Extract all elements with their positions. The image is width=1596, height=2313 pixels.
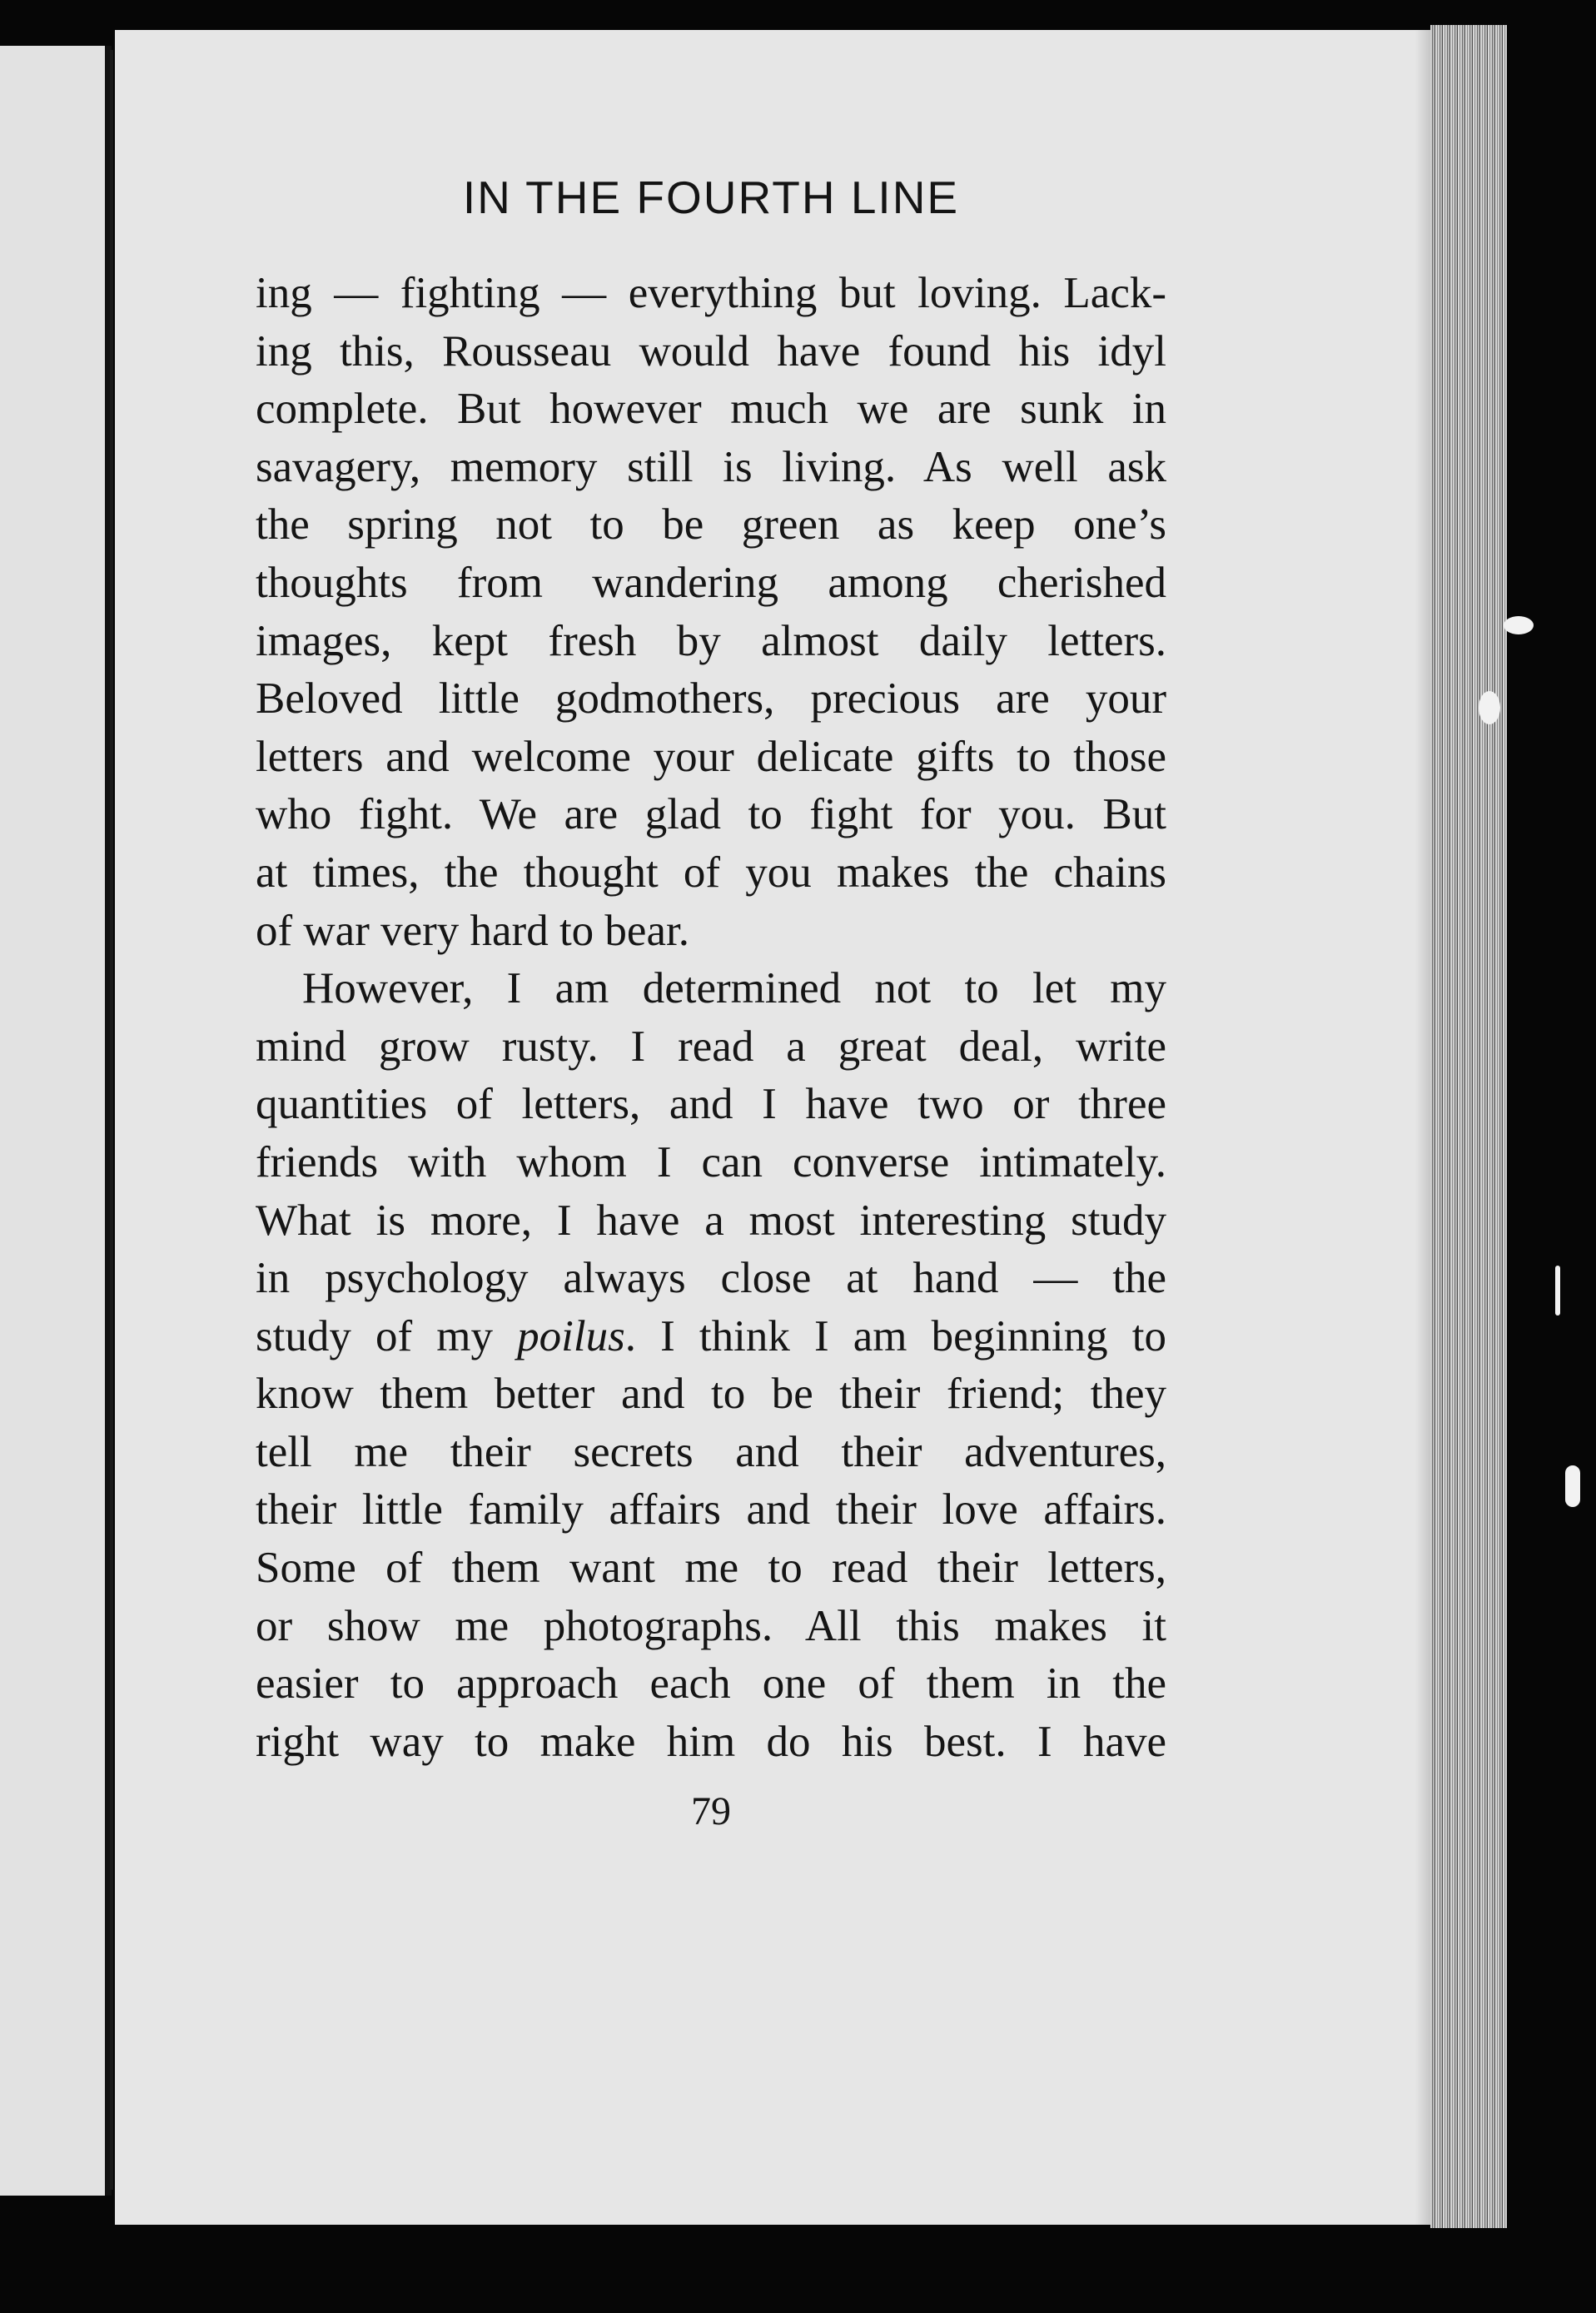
scan-speck bbox=[1555, 1266, 1560, 1316]
page-number: 79 bbox=[691, 1789, 731, 1833]
text-line: the spring not to be green as keep one’s bbox=[256, 500, 1166, 550]
text-line: or show me photographs. All this makes it bbox=[256, 1601, 1166, 1650]
text-line: letters and welcome your delicate gifts to those bbox=[256, 732, 1166, 781]
body-text bbox=[256, 265, 1166, 1771]
text-line: Some of them want me to read their letters, bbox=[256, 1544, 1166, 1593]
text-line: of war very hard to bear. bbox=[256, 906, 689, 955]
text-line: thoughts from wandering among cherished bbox=[256, 558, 1166, 607]
text-line: their little family affairs and their love affairs. bbox=[256, 1485, 1166, 1535]
text-line: images, kept fresh by almost daily letters. bbox=[256, 616, 1166, 665]
text-line: quantities of letters, and I have two or three bbox=[256, 1080, 1166, 1129]
text-line: who fight. We are glad to fight for you. But bbox=[256, 790, 1166, 839]
italic-word: poilus bbox=[517, 1311, 625, 1360]
text-line: mind grow rusty. I read a great deal, write bbox=[256, 1022, 1166, 1071]
text-line-with-italic: study of my poilus. I think I am beginning to bbox=[256, 1311, 1166, 1360]
paragraph-1 bbox=[256, 265, 1166, 960]
text-line: know them better and to be their friend; they bbox=[256, 1370, 1166, 1419]
text-line: Beloved little godmothers, precious are your bbox=[256, 674, 1166, 724]
facing-page-edge bbox=[0, 46, 112, 2196]
text-line: savagery, memory still is living. As well ask bbox=[256, 442, 1166, 491]
text-line: However, I am determined not to let my bbox=[302, 964, 1166, 1013]
scan-speck bbox=[1479, 691, 1500, 724]
text-line: in psychology always close at hand — the bbox=[256, 1254, 1166, 1303]
scan-speck bbox=[1565, 1465, 1580, 1507]
text-line: ing — fighting — everything but loving. Lack- bbox=[256, 269, 1166, 317]
page-block-edges bbox=[1430, 25, 1507, 2228]
text-line: at times, the thought of you makes the chains bbox=[256, 848, 1166, 897]
text-line: tell me their secrets and their adventures, bbox=[256, 1427, 1166, 1476]
scan-speck bbox=[1504, 616, 1534, 634]
text-line: friends with whom I can converse intimately. bbox=[256, 1137, 1166, 1186]
text-line: right way to make him do his best. I have bbox=[256, 1717, 1166, 1766]
paragraph-2 bbox=[256, 960, 1166, 1771]
text-line: easier to approach each one of them in the bbox=[256, 1659, 1166, 1709]
text-line: What is more, I have a most interesting study bbox=[256, 1196, 1166, 1245]
text-line: complete. But however much we are sunk in bbox=[256, 385, 1166, 434]
running-head: IN THE FOURTH LINE bbox=[462, 172, 960, 223]
gutter-line bbox=[110, 50, 113, 2190]
text-line: ing this, Rousseau would have found his idyl bbox=[256, 326, 1166, 376]
